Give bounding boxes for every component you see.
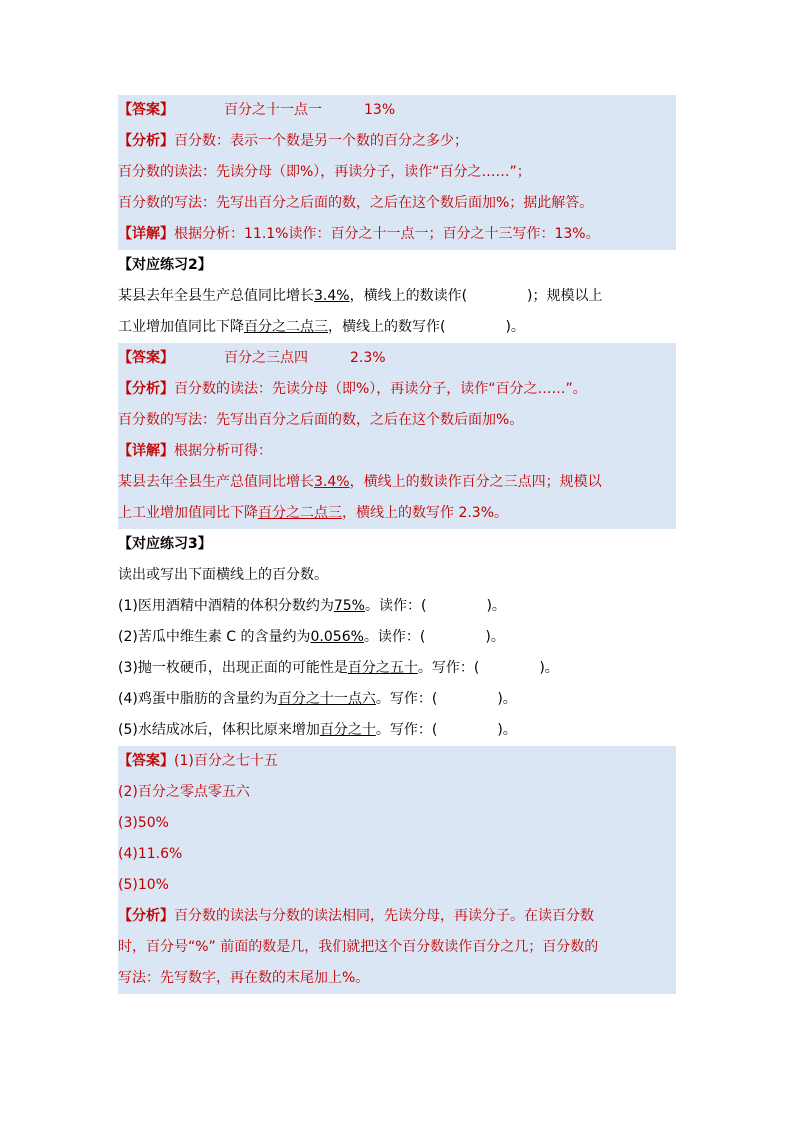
ex2-detail-l2-value: 百分之二点三 — [258, 505, 342, 521]
analysis-tag: 【分析】 — [118, 908, 174, 924]
ex3-q1-value: 75% — [333, 598, 365, 614]
ex3-q2-text: (2)苦瓜中维生素 C 的含量约为 — [118, 629, 311, 645]
ex2-q-text-5: ，横线上的数写作( — [328, 319, 446, 335]
ex2-q-value-2: 百分之二点三 — [244, 319, 328, 335]
answer-tag: 【答案】 — [118, 753, 174, 769]
analysis-tag: 【分析】 — [118, 133, 174, 149]
ex2-q-text-2: ，横线上的数读作( — [349, 288, 468, 304]
ex2-answer-line — [118, 343, 676, 374]
ex3-analysis-text-1: 百分数的读法与分数的读法相同，先读分母，再读分子。在读百分数 — [174, 908, 594, 924]
ex2-question-line-2 — [118, 312, 676, 343]
ex1-answer-1: 百分之十一点一 — [224, 102, 322, 118]
ex1-analysis-text: 百分数：表示一个数是另一个数的百分之多少； — [174, 133, 468, 149]
ex3-analysis-line-3: 写法：先写数字，再在数的末尾加上%。 — [118, 963, 676, 994]
ex3-q2-prompt: 。读作：( — [363, 629, 426, 645]
ex1-writing-line: 百分数的写法：先写出百分之后面的数，之后在这个数后面加%；据此解答。 — [118, 188, 676, 219]
ex2-answer-2: 2.3% — [350, 350, 386, 366]
ex3-q4-prompt: 。写作：( — [375, 691, 438, 707]
ex2-q-text-4: 工业增加值同比下降 — [118, 319, 244, 335]
ex2-answer-1: 百分之三点四 — [224, 350, 308, 366]
ex3-question-1 — [118, 591, 676, 622]
ex2-detail-l1-text: 某县去年全县生产总值同比增长 — [118, 474, 314, 490]
ex3-q2-close: )。 — [485, 629, 505, 645]
ex2-q-text-3: )；规模以上 — [527, 288, 603, 304]
ex3-q1-prompt: 。读作：( — [364, 598, 427, 614]
ex3-answer-line-1 — [118, 746, 676, 777]
ex2-analysis-line — [118, 374, 676, 405]
answer-tag: 【答案】 — [118, 102, 174, 118]
ex2-q-text-1: 某县去年全县生产总值同比增长 — [118, 288, 314, 304]
ex3-q4-value: 百分之十一点六 — [277, 691, 376, 707]
ex3-answer-1: (1)百分之七十五 — [174, 753, 278, 769]
ex2-detail-l1-value: 3.4% — [314, 474, 350, 490]
detail-tag: 【详解】 — [118, 226, 174, 242]
ex2-analysis-text: 百分数的读法：先读分母（即%），再读分子，读作“百分之……”。 — [174, 381, 587, 397]
ex3-q4-text: (4)鸡蛋中脂肪的含量约为 — [118, 691, 278, 707]
ex2-question-line-1 — [118, 281, 676, 312]
ex3-q5-close: )。 — [497, 722, 517, 738]
document-page — [118, 95, 676, 994]
ex3-question-5 — [118, 715, 676, 746]
ex2-detail-line-2 — [118, 498, 676, 529]
ex3-answer-4: (4)11.6% — [118, 839, 676, 870]
ex1-reading-line: 百分数的读法：先读分母（即%），再读分子，读作“百分之……”； — [118, 157, 676, 188]
ex2-detail-text: 根据分析可得： — [174, 443, 272, 459]
ex2-detail-line-1 — [118, 467, 676, 498]
ex3-q5-text: (5)水结成冰后，体积比原来增加 — [118, 722, 320, 738]
ex3-answer-3: (3)50% — [118, 808, 676, 839]
ex3-q3-text: (3)抛一枚硬币，出现正面的可能性是 — [118, 660, 348, 676]
ex2-q-text-6: )。 — [505, 319, 525, 335]
ex3-q5-value: 百分之十 — [319, 722, 376, 738]
ex3-q4-close: )。 — [497, 691, 517, 707]
ex2-detail-l2-text: 上工业增加值同比下降 — [118, 505, 258, 521]
ex2-q-value-1: 3.4% — [314, 288, 350, 304]
ex3-intro: 读出或写出下面横线上的百分数。 — [118, 567, 328, 583]
ex2-detail-l2-text-2: ，横线上的数写作 2.3%。 — [342, 505, 509, 521]
answer-tag: 【答案】 — [118, 350, 174, 366]
ex3-analysis-line-2: 时，百分号“%” 前面的数是几，我们就把这个百分数读作百分之几；百分数的 — [118, 932, 676, 963]
ex3-q3-prompt: 。写作：( — [417, 660, 480, 676]
ex3-answer-2: (2)百分之零点零五六 — [118, 777, 676, 808]
analysis-tag: 【分析】 — [118, 381, 174, 397]
ex1-answer-2: 13% — [364, 102, 396, 118]
ex1-detail-line — [118, 219, 676, 250]
ex1-answer-line — [118, 95, 676, 126]
ex3-question-2 — [118, 622, 676, 653]
ex3-q1-close: )。 — [486, 598, 506, 614]
ex3-analysis-line-1 — [118, 901, 676, 932]
ex2-writing-line: 百分数的写法：先写出百分之后面的数，之后在这个数后面加%。 — [118, 405, 676, 436]
ex3-question-3 — [118, 653, 676, 684]
ex1-detail-text: 根据分析：11.1%读作：百分之十一点一；百分之十三写作：13%。 — [174, 226, 600, 242]
detail-tag: 【详解】 — [118, 443, 174, 459]
ex3-q1-text: (1)医用酒精中酒精的体积分数约为 — [118, 598, 334, 614]
ex2-heading: 【对应练习2】 — [118, 257, 212, 273]
ex1-analysis-line — [118, 126, 676, 157]
ex2-detail-line — [118, 436, 676, 467]
ex2-detail-l1-text-2: ，横线上的数读作百分之三点四；规模以 — [349, 474, 602, 490]
ex3-q3-value: 百分之五十 — [347, 660, 418, 676]
ex3-q5-prompt: 。写作：( — [375, 722, 438, 738]
ex3-q3-close: )。 — [539, 660, 559, 676]
ex3-question-4 — [118, 684, 676, 715]
ex3-heading: 【对应练习3】 — [118, 536, 212, 552]
ex3-answer-5: (5)10% — [118, 870, 676, 901]
ex3-q2-value: 0.056% — [310, 629, 364, 645]
